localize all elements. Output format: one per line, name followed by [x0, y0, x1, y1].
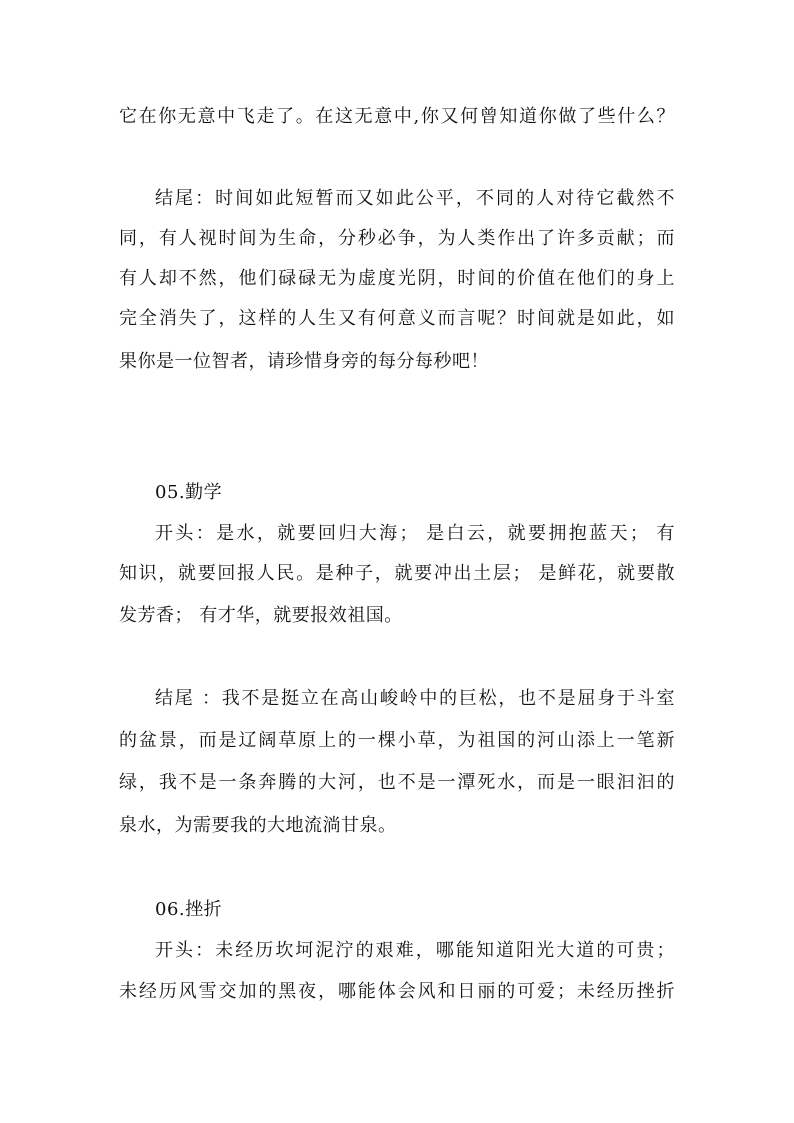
section-05-ending-line-3: 绿，我不是一条奔腾的大河，也不是一潭死水，而是一眼汩汩的: [119, 772, 675, 793]
section-06-opening-line-2: 未经历风雪交加的黑夜，哪能体会风和日丽的可爱；未经历挫折: [119, 981, 675, 1002]
ending-time-line-1: 结尾：时间如此短暂而又如此公平，不同的人对待它截然不: [155, 188, 675, 209]
section-06-heading: 06.挫折: [155, 899, 223, 920]
section-05-opening-line-3: 发芳香； 有才华，就要报效祖国。: [119, 605, 403, 626]
section-05-opening-line-1: 开头：是水，就要回归大海； 是白云，就要拥抱蓝天； 有: [155, 523, 675, 544]
ending-time-line-4: 完全消失了，这样的人生又有何意义而言呢？时间就是如此，如: [119, 308, 675, 329]
intro-tail-line: 它在你无意中飞走了。在这无意中,你又何曾知道你做了些什么？: [119, 106, 675, 127]
ending-time-line-5: 果你是一位智者，请珍惜身旁的每分每秒吧！: [119, 351, 489, 372]
section-05-ending-line-4: 泉水，为需要我的大地流淌甘泉。: [119, 815, 397, 836]
section-05-ending-line-2: 的盆景，而是辽阔草原上的一棵小草，为祖国的河山添上一笔新: [119, 730, 675, 751]
ending-time-line-2: 同，有人视时间为生命，分秒必争，为人类作出了许多贡献；而: [119, 228, 675, 249]
section-06-opening-line-1: 开头：未经历坎坷泥泞的艰难，哪能知道阳光大道的可贵；: [155, 940, 675, 961]
ending-time-line-3: 有人却不然，他们碌碌无为虚度光阴，时间的价值在他们的身上: [119, 268, 675, 289]
section-05-ending-line-1: 结尾 ：我不是挺立在高山峻岭中的巨松，也不是屈身于斗室: [155, 688, 675, 709]
section-05-opening-line-2: 知识，就要回报人民。是种子，就要冲出土层； 是鲜花，就要散: [119, 563, 675, 584]
section-05-heading: 05.勤学: [155, 482, 223, 503]
